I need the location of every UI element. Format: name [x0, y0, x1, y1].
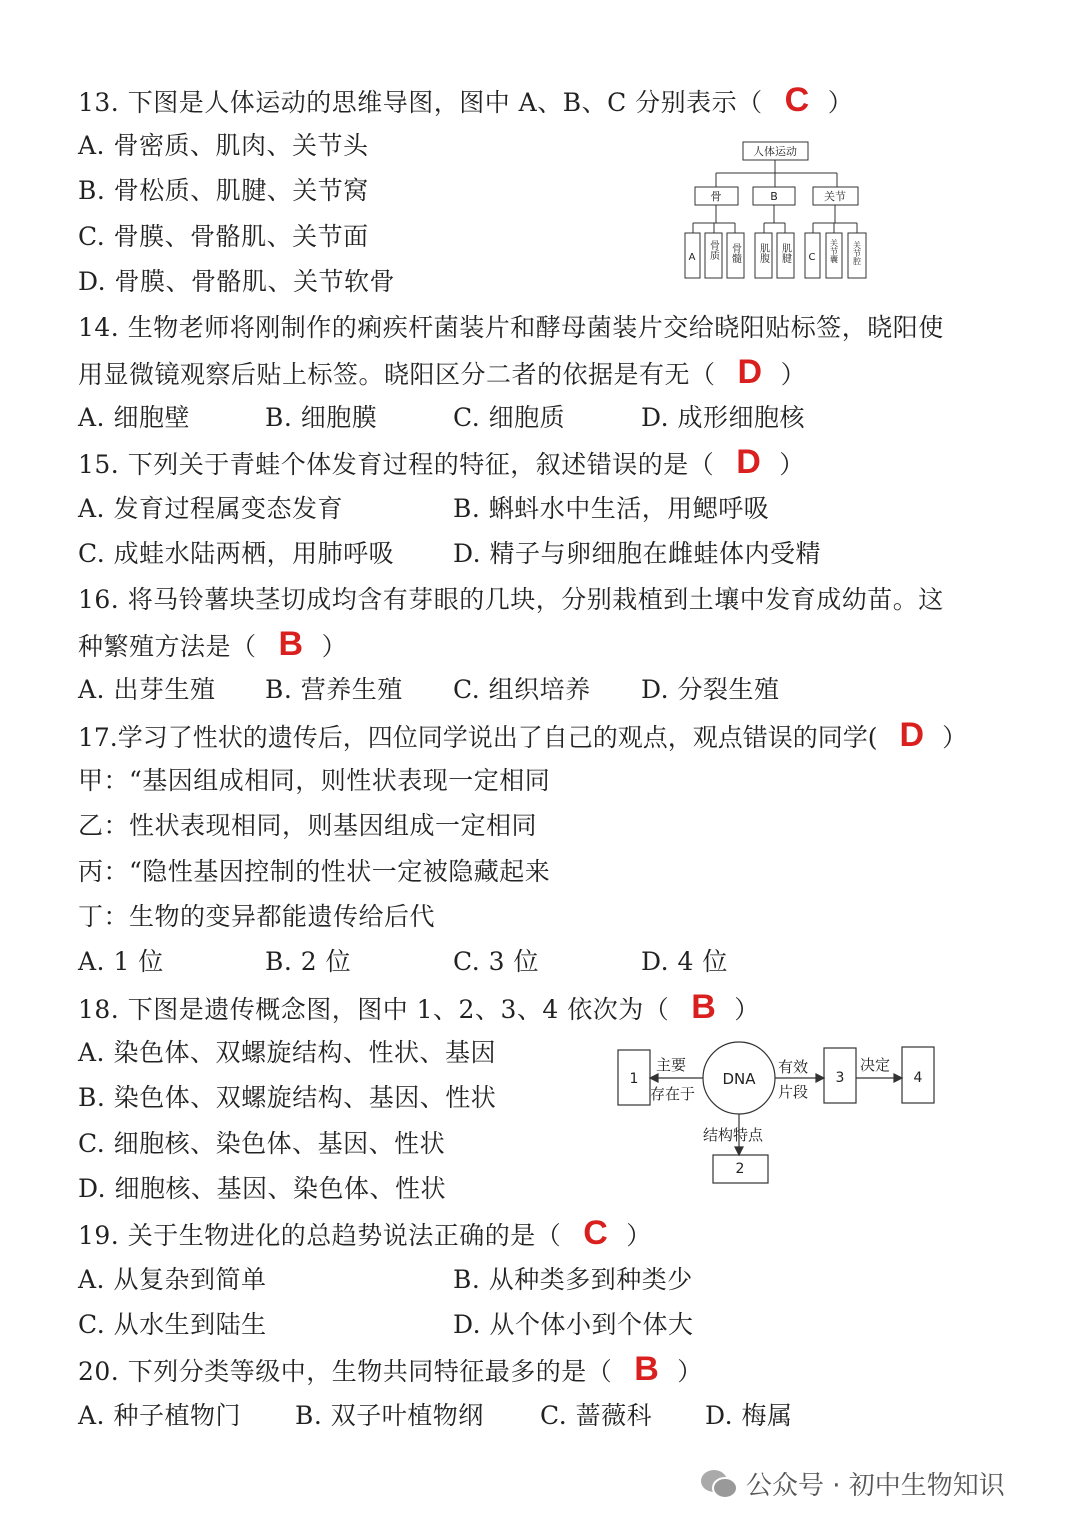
q20-stem: [78, 1347, 703, 1392]
q17-statement: 丙：“隐性基因控制的性状一定被隐藏起来: [78, 857, 551, 886]
option: A. 出芽生殖: [78, 675, 216, 704]
edge-label: 决定: [860, 1056, 891, 1074]
edge-label: 结构特点: [703, 1126, 764, 1144]
option: A. 从复杂到简单: [78, 1265, 267, 1294]
q19-options-row1: [78, 1257, 978, 1302]
leaf: 关节腔: [852, 241, 862, 265]
answer: D: [736, 443, 762, 481]
q18-option-d: D. 细胞核、基因、染色体、性状: [78, 1174, 447, 1203]
q17-statement: 丁：生物的变异都能遗传给后代: [78, 902, 436, 931]
option: C. 细胞质: [453, 403, 566, 432]
box-1: 1: [629, 1071, 639, 1087]
watermark-text: 公众号 · 初中生物知识: [746, 1471, 1005, 1501]
leaf-a: A: [688, 252, 696, 263]
movement-mind-map: [680, 135, 880, 285]
q17-options: [78, 939, 978, 984]
paren: ）: [779, 450, 805, 479]
option: D. 成形细胞核: [641, 403, 806, 432]
stem-text: 用显微镜观察后贴上标签。晓阳区分二者的依据是有无（: [78, 360, 716, 389]
edge-label: 有效: [778, 1058, 809, 1076]
q14-options: [78, 395, 978, 440]
q17-stem: [78, 713, 967, 758]
paren: ）: [942, 723, 968, 752]
stem-text: 13. 下图是人体运动的思维导图，图中 A、B、C 分别表示（: [78, 88, 763, 117]
option: B. 双子叶植物纲: [295, 1401, 484, 1430]
option: A. 发育过程属变态发育: [78, 494, 343, 523]
option: C. 蔷薇科: [540, 1401, 653, 1430]
q14-stem-line1: 14. 生物老师将刚制作的痢疾杆菌装片和酵母菌装片交给晓阳贴标签，晓阳使: [78, 313, 944, 342]
option: B. 蝌蚪水中生活，用鳃呼吸: [453, 494, 770, 523]
option: B. 营养生殖: [265, 675, 403, 704]
genetics-concept-map: [610, 1040, 940, 1190]
option: C. 3 位: [453, 947, 539, 976]
leaf: 肌腱: [779, 243, 791, 263]
q13-option-c: C. 骨膜、骨骼肌、关节面: [78, 222, 369, 251]
stem-text: 15. 下列关于青蛙个体发育过程的特征，叙述错误的是（: [78, 450, 715, 479]
paren: ）: [827, 88, 854, 117]
q13-option-b: B. 骨松质、肌腱、关节窝: [78, 176, 369, 205]
option: D. 4 位: [641, 947, 728, 976]
q13-option-a: A. 骨密质、肌肉、关节头: [78, 131, 369, 160]
answer: B: [634, 1350, 660, 1388]
option: A. 种子植物门: [78, 1401, 241, 1430]
box-3: 3: [835, 1070, 845, 1086]
leaf: 肌腹: [757, 243, 769, 263]
paren: ）: [321, 632, 348, 661]
q15-options-row1: [78, 486, 978, 531]
q17-statement: 甲：“基因组成相同，则性状表现一定相同: [78, 766, 551, 795]
option: B. 2 位: [265, 947, 352, 976]
option: D. 从个体小到个体大: [453, 1310, 694, 1339]
q13-stem: [78, 78, 853, 123]
edge-label: 存在于: [650, 1085, 696, 1103]
q13-option-d: D. 骨膜、骨骼肌、关节软骨: [78, 267, 396, 296]
answer: B: [691, 988, 717, 1026]
node-b: B: [770, 190, 778, 203]
option: A. 1 位: [78, 947, 164, 976]
stem-text: 19. 关于生物进化的总趋势说法正确的是（: [78, 1221, 562, 1250]
q15-options-row2: [78, 531, 978, 576]
box-2: 2: [735, 1161, 745, 1177]
node-bone: 骨: [710, 190, 722, 203]
stem-text: 18. 下图是遗传概念图，图中 1、2、3、4 依次为（: [78, 995, 670, 1024]
answer: D: [899, 716, 925, 754]
option: C. 成蛙水陆两栖，用肺呼吸: [78, 539, 395, 568]
option: D. 梅属: [705, 1401, 793, 1430]
paren: ）: [677, 1357, 703, 1386]
q15-stem: [78, 440, 805, 485]
leaf-c: C: [808, 252, 816, 263]
q17-statement: 乙：性状表现相同，则基因组成一定相同: [78, 811, 538, 840]
q19-options-row2: [78, 1302, 978, 1347]
option: A. 细胞壁: [78, 403, 190, 432]
stem-text: 种繁殖方法是（: [78, 632, 257, 661]
option: C. 从水生到陆生: [78, 1310, 267, 1339]
answer: B: [278, 625, 304, 663]
answer: C: [583, 1214, 609, 1252]
leaf: 骨质: [707, 240, 719, 260]
answer: D: [737, 353, 763, 391]
stem-text: 20. 下列分类等级中，生物共同特征最多的是（: [78, 1357, 613, 1386]
stem-text: 17.学习了性状的遗传后，四位同学说出了自己的观点，观点错误的同学(: [78, 723, 878, 752]
paren: ）: [626, 1221, 652, 1250]
edge-label: 片段: [778, 1083, 809, 1101]
q19-stem: [78, 1211, 652, 1256]
leaf: 骨髓: [729, 243, 741, 263]
q20-options: [78, 1393, 978, 1438]
paren: ）: [734, 995, 760, 1024]
q18-option-a: A. 染色体、双螺旋结构、性状、基因: [78, 1038, 496, 1067]
box-4: 4: [913, 1070, 923, 1086]
node-root: 人体运动: [753, 145, 797, 158]
q14-stem-line2: [78, 350, 806, 395]
q16-stem-line2: [78, 622, 347, 667]
edge-label: 主要: [656, 1056, 687, 1074]
dna-circle-label: DNA: [722, 1070, 756, 1088]
q16-stem-line1: 16. 将马铃薯块茎切成均含有芽眼的几块，分别栽植到土壤中发育成幼苗。这: [78, 585, 944, 614]
watermark: [700, 1465, 1005, 1502]
leaf: 关节囊: [829, 239, 839, 263]
option: D. 精子与卵细胞在雌蛙体内受精: [453, 539, 822, 568]
q16-options: [78, 667, 978, 712]
q18-option-b: B. 染色体、双螺旋结构、基因、性状: [78, 1083, 497, 1112]
option: B. 从种类多到种类少: [453, 1265, 693, 1294]
option: C. 组织培养: [453, 675, 591, 704]
option: B. 细胞膜: [265, 403, 378, 432]
option: D. 分裂生殖: [641, 675, 780, 704]
answer: C: [784, 81, 810, 119]
wechat-icon: [700, 1468, 738, 1500]
q18-option-c: C. 细胞核、染色体、基因、性状: [78, 1129, 446, 1158]
q18-stem: [78, 985, 760, 1030]
paren: ）: [780, 360, 807, 389]
node-joint: 关节: [824, 190, 846, 203]
